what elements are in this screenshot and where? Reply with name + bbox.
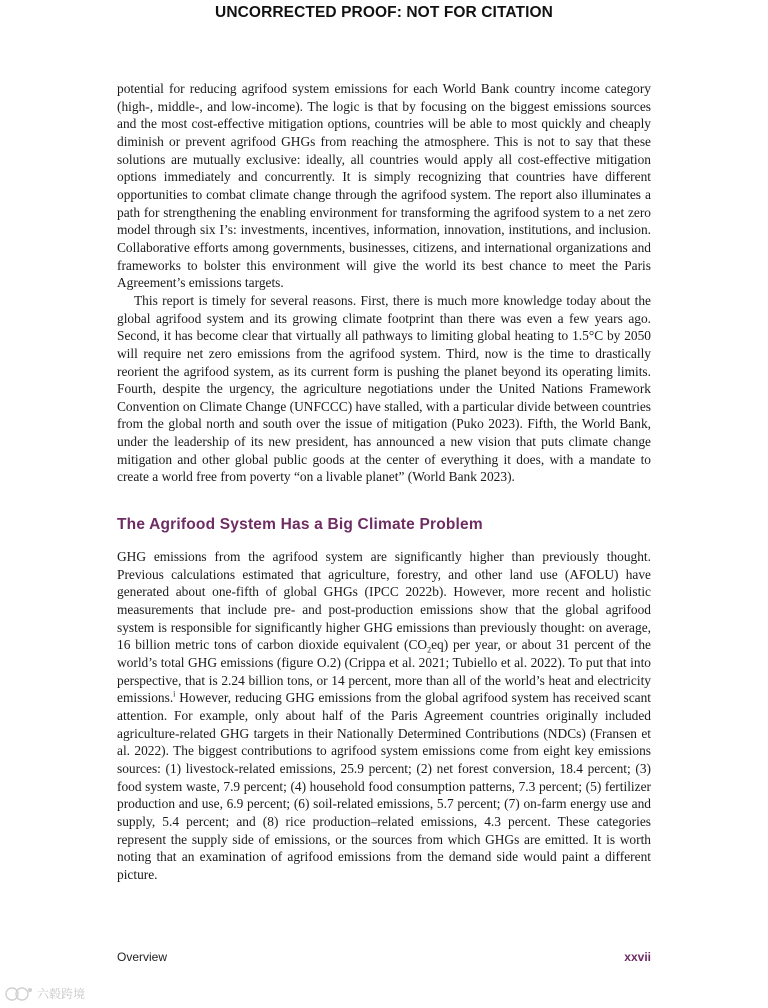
endnote-marker[interactable]: i — [173, 689, 176, 699]
paragraph-3-part-a: GHG emissions from the agrifood system are significantly higher than previously thought. Previous calculations estimated that agriculture, forestry, and other land use (AFOLU) have generated about one-fifth of global GHGs (IPCC 2022b). However, more recent and holistic measurements that include pre- and post-production emissions show that the global agrifood system is responsible for significantly higher GHG emissions than previously thought: on average, 16 billion metric tons of carbon dioxide equivalent (CO — [117, 549, 651, 653]
body-paragraph-1: potential for reducing agrifood system emissions for each World Bank country income category (high-, middle-, and low-income). The logic is that by focusing on the biggest emissions sources and the most cost-effective mitigation options, countries will be able to most quickly and cheaply diminish or prevent agrifood GHGs from reaching the atmosphere. This is not to say that these solutions are mutually exclusive: ideally, all countries would apply all cost-effective mitigation options immediately and concurrently. It is simply recognizing that countries have different opportunities to combat climate change through the agrifood system. The report also illuminates a path for strengthening the enabling environment for transforming the agrifood system to a net zero model through six I’s: investments, incentives, information, innovation, institutions, and inclusion. Collaborative efforts among governments, businesses, citizens, and international organizations and frameworks to bolster this environment will give the world its best chance to meet the Paris Agreement’s emissions targets. — [117, 81, 651, 291]
main-content — [117, 80, 651, 884]
watermark — [4, 985, 85, 1002]
watermark-logo-icon — [4, 986, 34, 1002]
paragraph-3-part-c: However, reducing GHG emissions from the global agrifood system has received scant attention. For example, only about half of the Paris Agreement countries originally included agriculture-related GHG targets in their Nationally Determined Contributions (NDCs) (Fransen et al. 2022). The biggest contributions to agrifood system emissions come from eight key emissions sources: (1) livestock-related emissions, 25.9 percent; (2) net forest conversion, 18.4 percent; (3) food system waste, 7.9 percent; (4) household food consumption patterns, 7.3 percent; (5) fertilizer production and use, 6.9 percent; (6) soil-related emissions, 5.7 percent; (7) on-farm energy use and supply, 5.4 percent; and (8) rice production–related emissions, 4.3 percent. These categories represent the supply side of emissions, or the sources from which GHGs are emitted. It is worth noting that an examination of agrifood emissions from the demand side would paint a different picture. — [117, 690, 651, 882]
footer-section-label: Overview — [117, 950, 168, 964]
section-heading: The Agrifood System Has a Big Climate Problem — [117, 516, 483, 534]
body-paragraph-3 — [117, 548, 651, 883]
proof-notice: UNCORRECTED PROOF: NOT FOR CITATION — [215, 4, 553, 21]
watermark-text: 六毂跨境 — [37, 987, 86, 1001]
paragraph-3-part-b: eq) per year, or about 31 percent of the world’s total GHG emissions (figure O.2) (Crippa et al. 2021; Tubiello et al. 2022). To put that into perspective, that is 2.24 billion tons, or 14 percent, more than all of the world’s heat and electricity emissions. — [117, 637, 651, 706]
co2-subscript: 2 — [427, 646, 432, 656]
footer-page-number: xxvii — [624, 950, 651, 964]
body-paragraph-2: This report is timely for several reasons. First, there is much more knowledge today about the global agrifood system and its growing climate footprint than there was even a few years ago. Second, it has become clear that virtually all pathways to limiting global heating to 1.5°C by 2050 will require net zero emissions from the agrifood system. Third, now is the time to drastically reorient the agrifood system, as its current form is pushing the planet beyond its operating limits. Fourth, despite the urgency, the agriculture negotiations under the United Nations Framework Convention on Climate Change (UNFCCC) have stalled, with a particular divide between countries from the global north and south over the issue of mitigation (Puko 2023). Fifth, the World Bank, under the leadership of its new president, has announced a new vision that puts climate change mitigation and other global public goods at the center of everything it does, with a mandate to create a world free from poverty “on a livable planet” (World Bank 2023). — [117, 292, 651, 485]
